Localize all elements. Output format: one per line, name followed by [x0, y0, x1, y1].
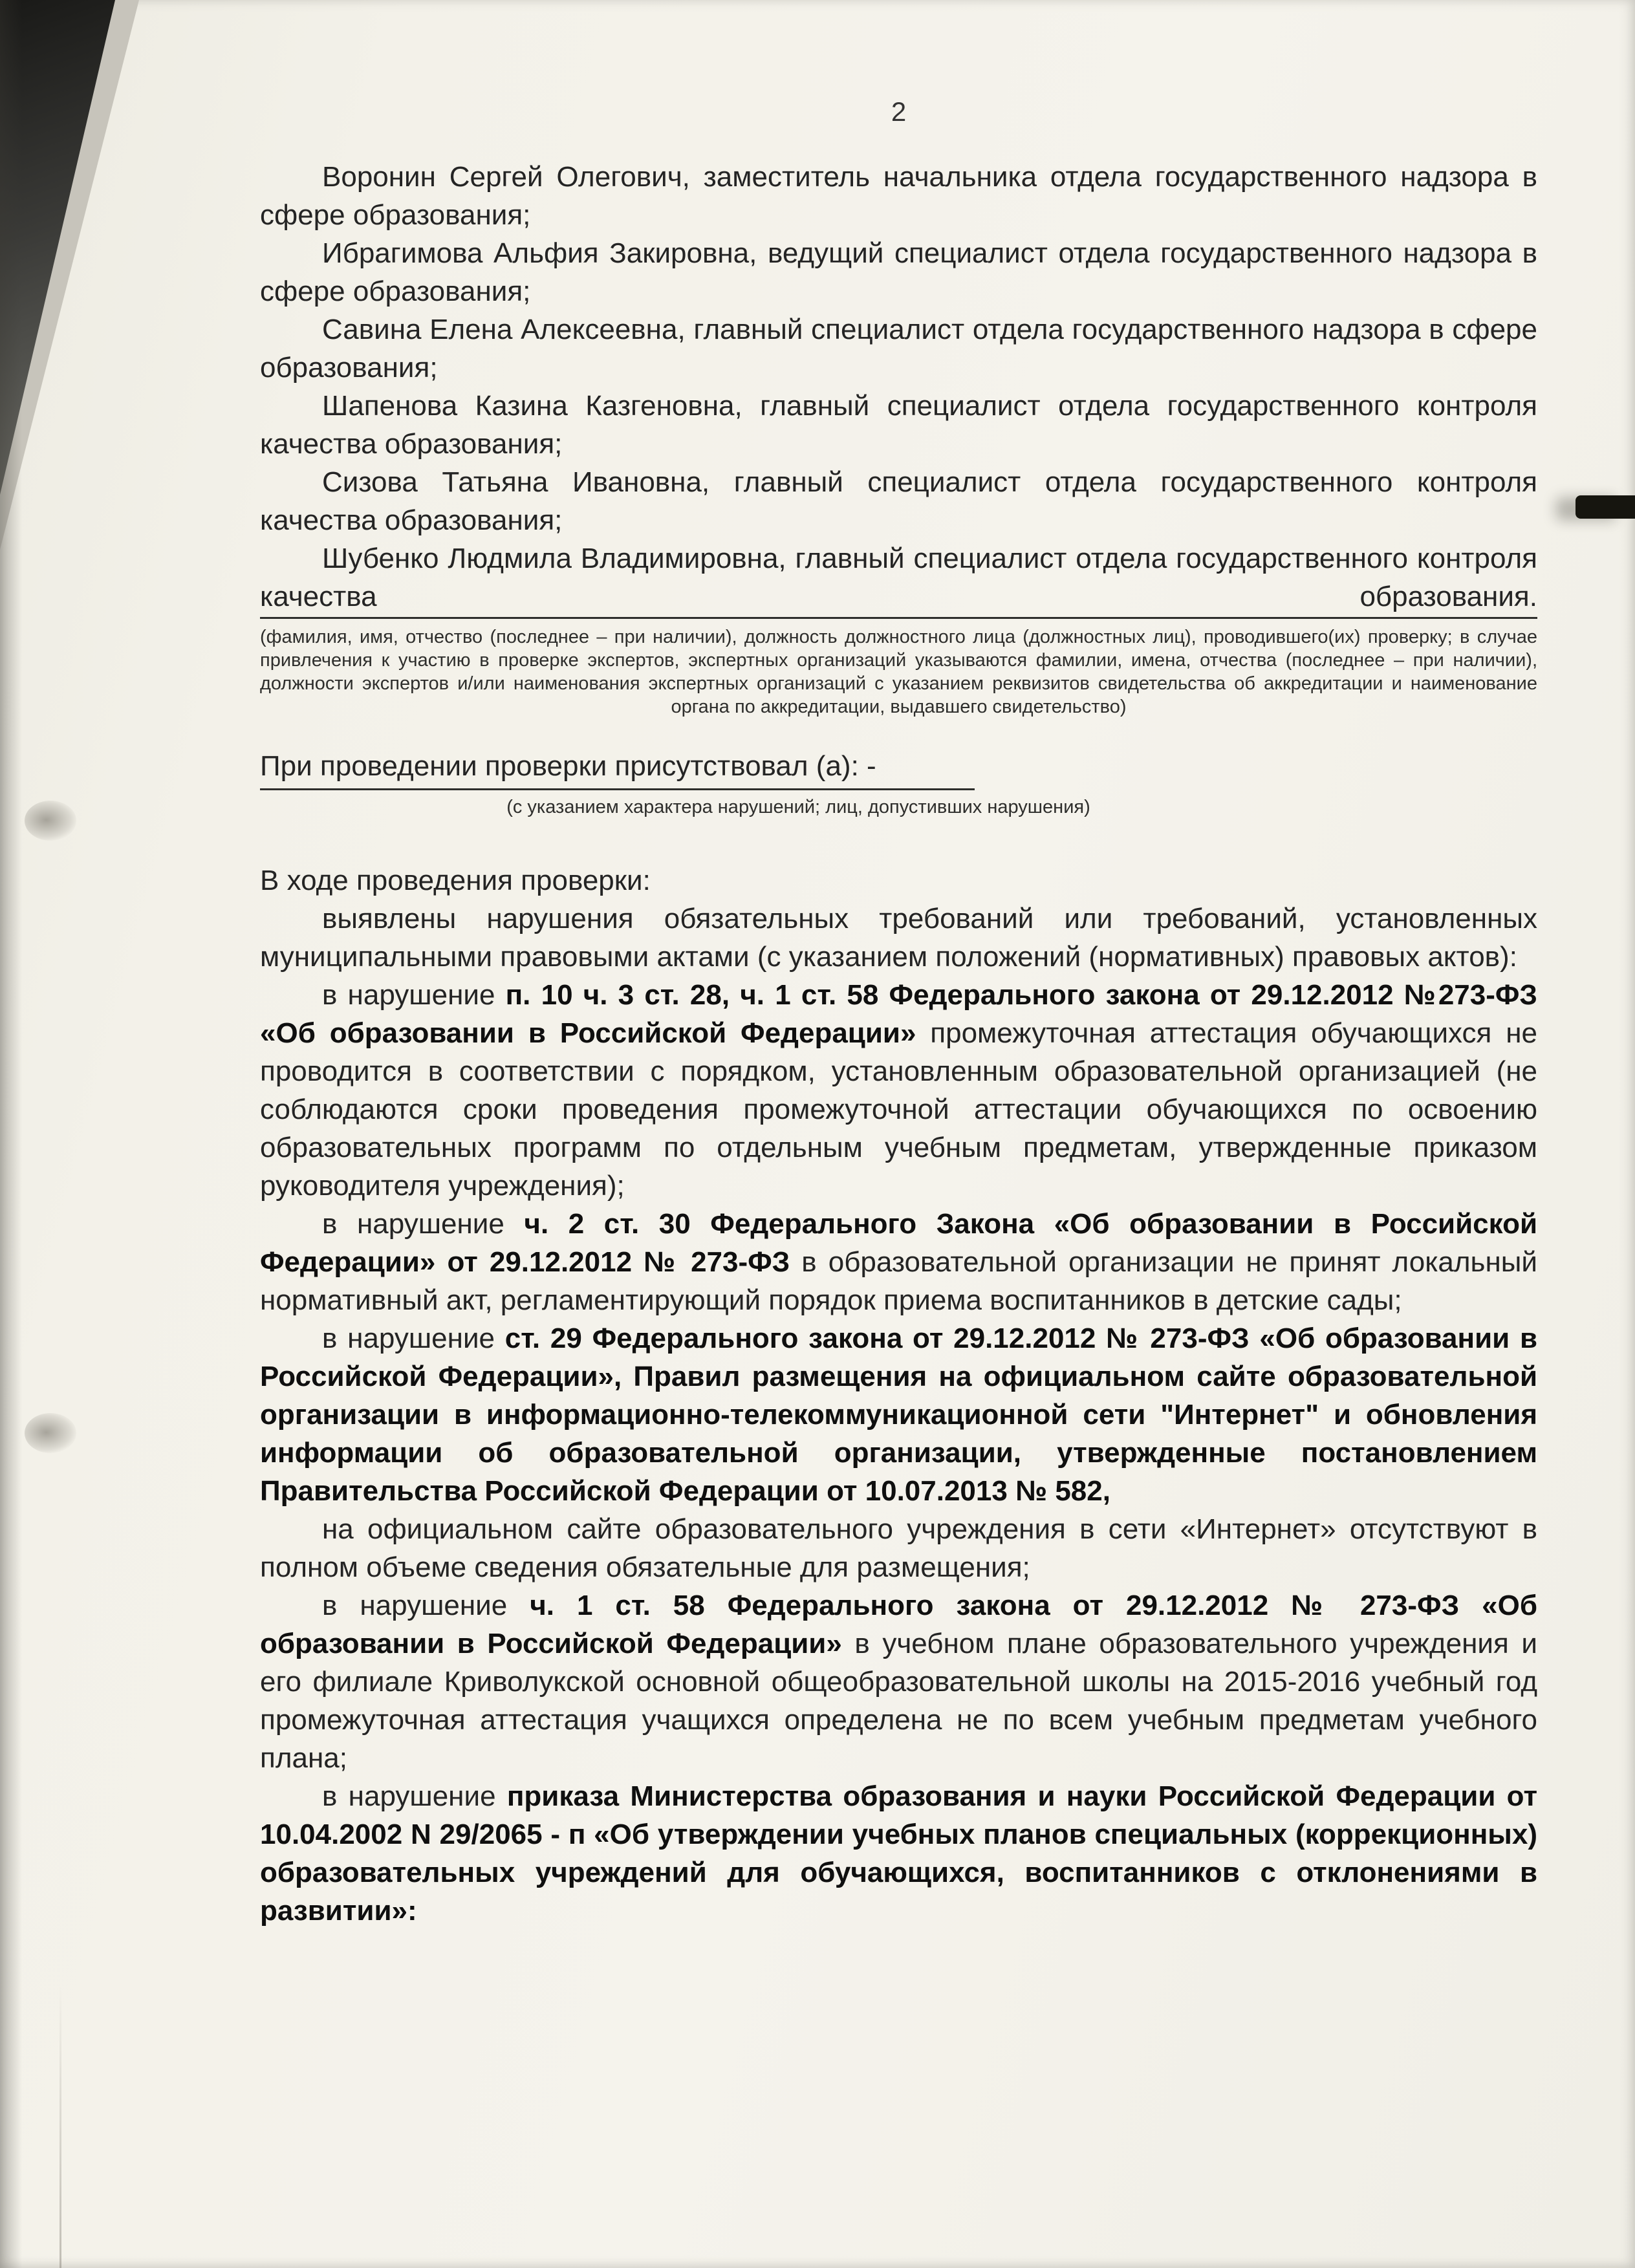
violations-intro: выявлены нарушения обязательных требований или требований, установленных муниципальными правовыми актами (с указанием положений (нормативных) правовых актов): — [260, 903, 1537, 973]
text-segment: в нарушение — [322, 979, 506, 1011]
text-segment: в образовательной организации не принят локальный нормативный акт, регламентирующий порядок приема воспитанников в детские сады; — [260, 1246, 1537, 1316]
page-number: 2 — [891, 96, 907, 127]
official-entry: Ибрагимова Альфия Закировна, ведущий специалист отдела государственного надзора в сфере образования; — [260, 237, 1537, 307]
official-entry: Сизова Татьяна Ивановна, главный специалист отдела государственного контроля качества образования; — [260, 466, 1537, 536]
bold-text-segment: ч. 1 ст. 58 Федерального закона от 29.12.2012 № 273-ФЗ «Об образовании в Российской Федерации» — [260, 1590, 1538, 1659]
scan-ink-mark — [1575, 495, 1635, 519]
scan-crease-line — [60, 1985, 61, 2268]
violation-item-3 — [260, 1319, 1537, 1510]
presence-line: При проведении проверки присутствовал (а): - — [260, 747, 975, 790]
bold-text-segment: приказа Министерства образования и науки Российской Федерации от 10.04.2002 N 29/2065 - п «Об утверждении учебных планов специальных (коррекционных) образовательных учреждений для обучающихся, воспитанников с отклонениями в развитии»: — [260, 1780, 1538, 1927]
official-entry: Савина Елена Алексеевна, главный специалист отдела государственного надзора в сфере образования; — [260, 314, 1537, 383]
violation-item-5 — [260, 1777, 1537, 1930]
text-segment: в нарушение — [322, 1780, 507, 1812]
bold-text-segment: ч. 2 ст. 30 Федерального Закона «Об образовании в Российской Федерации» от 29.12.2012 № 273-ФЗ — [260, 1208, 1537, 1278]
officials-footnote: (фамилия, имя, отчество (последнее – при наличии), должность должностного лица (должностных лиц), проводившего(их) проверку; в случае привлечения к участию в проверке экспертов, экспертных организаций указываются фамилии, имена, отчества (последнее – при наличии), должности экспертов и/или наименования экспертных организаций с указанием реквизитов свидетельства об аккредитации и наименование органа по аккредитации, выдавшего свидетельство) — [260, 627, 1537, 717]
presence-footnote: (с указанием характера нарушений; лиц, допустивших нарушения) — [506, 797, 1090, 817]
text-segment: промежуточная аттестация обучающихся не проводится в соответствии с порядком, установленным образовательной организацией (не соблюдаются сроки проведения промежуточной аттестации обучающихся по освоению образовательных программ по отдельным учебным предметам, утвержденные приказом руководителя учреждения); — [260, 1017, 1537, 1202]
violation-item-3-continued: на официальном сайте образовательного учреждения в сети «Интернет» отсутствуют в полном объеме сведения обязательные для размещения; — [260, 1513, 1537, 1583]
official-entry-last: Шубенко Людмила Владимировна, главный специалист отдела государственного контроля качества образования. — [260, 539, 1537, 619]
document-content — [260, 96, 1537, 1930]
text-segment: в нарушение — [322, 1208, 525, 1240]
violation-item-2 — [260, 1205, 1537, 1319]
hole-punch-mark — [25, 801, 76, 841]
bold-text-segment: п. 10 ч. 3 ст. 28, ч. 1 ст. 58 Федерального закона от 29.12.2012 №273-ФЗ «Об образовании в Российской Федерации» — [260, 979, 1537, 1049]
violation-item-4 — [260, 1586, 1537, 1777]
official-entry: Воронин Сергей Олегович, заместитель начальника отдела государственного надзора в сфере образования; — [260, 161, 1537, 231]
document-blocks — [260, 158, 1537, 1930]
official-entry: Шапенова Казина Казгеновна, главный специалист отдела государственного контроля качества образования; — [260, 390, 1537, 460]
text-segment: в учебном плане образовательного учреждения и его филиале Криволукской основной общеобразовательной школы на 2015-2016 учебный год промежуточная аттестация учащихся определена не по всем учебным предметам учебного плана; — [260, 1628, 1537, 1774]
text-segment: в нарушение — [322, 1323, 505, 1354]
scan-left-edge-shadow — [0, 0, 22, 2268]
violation-item-1 — [260, 976, 1537, 1205]
hole-punch-mark — [25, 1413, 76, 1453]
text-segment: в нарушение — [322, 1590, 530, 1621]
section-heading: В ходе проведения проверки: — [260, 865, 651, 896]
bold-text-segment: ст. 29 Федерального закона от 29.12.2012 № 273-ФЗ «Об образовании в Российской Федерации», Правил размещения на официальном сайте образовательной организации в информационно-телекоммуникационной сети "Интернет" и обновления информации об образовательной организации, утвержденные постановлением Правительства Российской Федерации от 10.07.2013 № 582, — [260, 1323, 1537, 1507]
